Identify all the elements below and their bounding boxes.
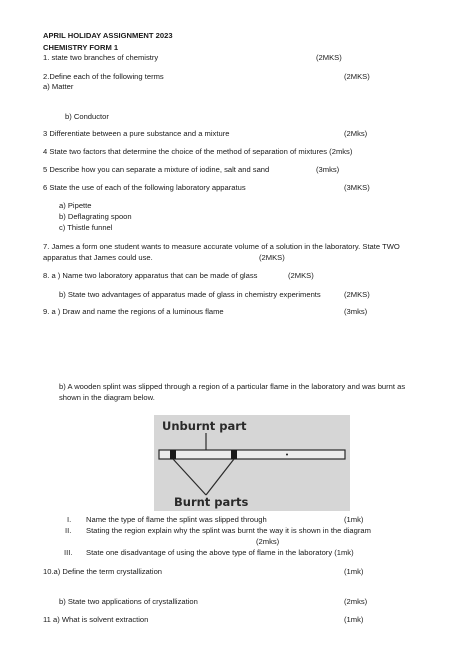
question-9b-ii-marks: (2mks)	[256, 537, 280, 546]
question-6-marks: (3MKS)	[344, 183, 370, 192]
question-7-line2: apparatus that James could use.	[43, 253, 153, 262]
question-9b-ii: Stating the region explain why the splint was burnt the way it is shown in the diagram	[86, 526, 371, 535]
question-10a-marks: (1mk)	[344, 567, 364, 576]
question-11a: 11 a) What is solvent extraction	[43, 615, 149, 624]
question-9b-iii-num: III.	[64, 548, 73, 557]
question-8b-marks: (2MKS)	[344, 290, 370, 299]
unburnt-part-label: Unburnt part	[162, 419, 247, 433]
question-5-marks: (3mks)	[316, 165, 340, 174]
question-9a: 9. a ) Draw and name the regions of a luminous flame	[43, 307, 224, 316]
question-6-item-a: a) Pipette	[59, 201, 92, 210]
question-8a: 8. a ) Name two laboratory apparatus that can be made of glass	[43, 271, 258, 280]
question-9b-line2: shown in the diagram below.	[59, 393, 155, 402]
question-9b-ii-num: II.	[65, 526, 72, 535]
question-1: 1. state two branches of chemistry	[43, 53, 159, 62]
question-2-marks: (2MKS)	[344, 72, 370, 81]
question-9a-marks: (3mks)	[344, 307, 368, 316]
question-3: 3 Differentiate between a pure substance and a mixture	[43, 129, 230, 138]
question-4: 4 State two factors that determine the choice of the method of separation of mixtures (2mks)	[43, 147, 353, 156]
question-6: 6 State the use of each of the following laboratory apparatus	[43, 183, 246, 192]
question-6-item-b: b) Deflagrating spoon	[59, 212, 132, 221]
burnt-mark-right	[231, 450, 237, 459]
question-8b: b) State two advantages of apparatus made of glass in chemistry experiments	[59, 290, 321, 299]
question-9b-iii: State one disadvantage of using the above type of flame in the laboratory (1mk)	[86, 548, 354, 557]
question-2a: a) Matter	[43, 82, 74, 91]
question-10b-marks: (2mks)	[344, 597, 368, 606]
question-1-marks: (2MKS)	[316, 53, 342, 62]
question-9b-i-num: I.	[67, 515, 72, 524]
subject-form-heading: CHEMISTRY FORM 1	[43, 43, 119, 52]
question-9b-i-marks: (1mk)	[344, 515, 364, 524]
burnt-pointer-right	[206, 459, 234, 495]
question-5: 5 Describe how you can separate a mixture of iodine, salt and sand	[43, 165, 270, 174]
burnt-splint-diagram	[154, 415, 350, 511]
wooden-splint	[159, 450, 345, 459]
question-6-item-c: c) Thistle funnel	[59, 223, 113, 232]
question-8a-marks: (2MKS)	[288, 271, 314, 280]
splint-illustration	[154, 415, 350, 511]
question-9b-line1: b) A wooden splint was slipped through a region of a particular flame in the laboratory and was burnt as	[59, 382, 406, 391]
question-11a-marks: (1mk)	[344, 615, 364, 624]
question-7-marks: (2MKS)	[259, 253, 285, 262]
question-10a: 10.a) Define the term crystallization	[43, 567, 163, 576]
burnt-mark-left	[170, 450, 176, 459]
question-2: 2.Define each of the following terms	[43, 72, 164, 81]
question-7-line1: 7. James a form one student wants to measure accurate volume of a solution in the laboratory. State TWO	[43, 242, 400, 251]
question-2b: b) Conductor	[65, 112, 109, 121]
burnt-parts-label: Burnt parts	[174, 495, 249, 509]
question-10b: b) State two applications of crystallization	[59, 597, 198, 606]
question-9b-i: Name the type of flame the splint was slipped through	[86, 515, 267, 524]
question-3-marks: (2Mks)	[344, 129, 368, 138]
burnt-pointer-left	[173, 459, 206, 495]
assignment-title: APRIL HOLIDAY ASSIGNMENT 2023	[43, 31, 173, 40]
splint-speck	[286, 454, 288, 456]
